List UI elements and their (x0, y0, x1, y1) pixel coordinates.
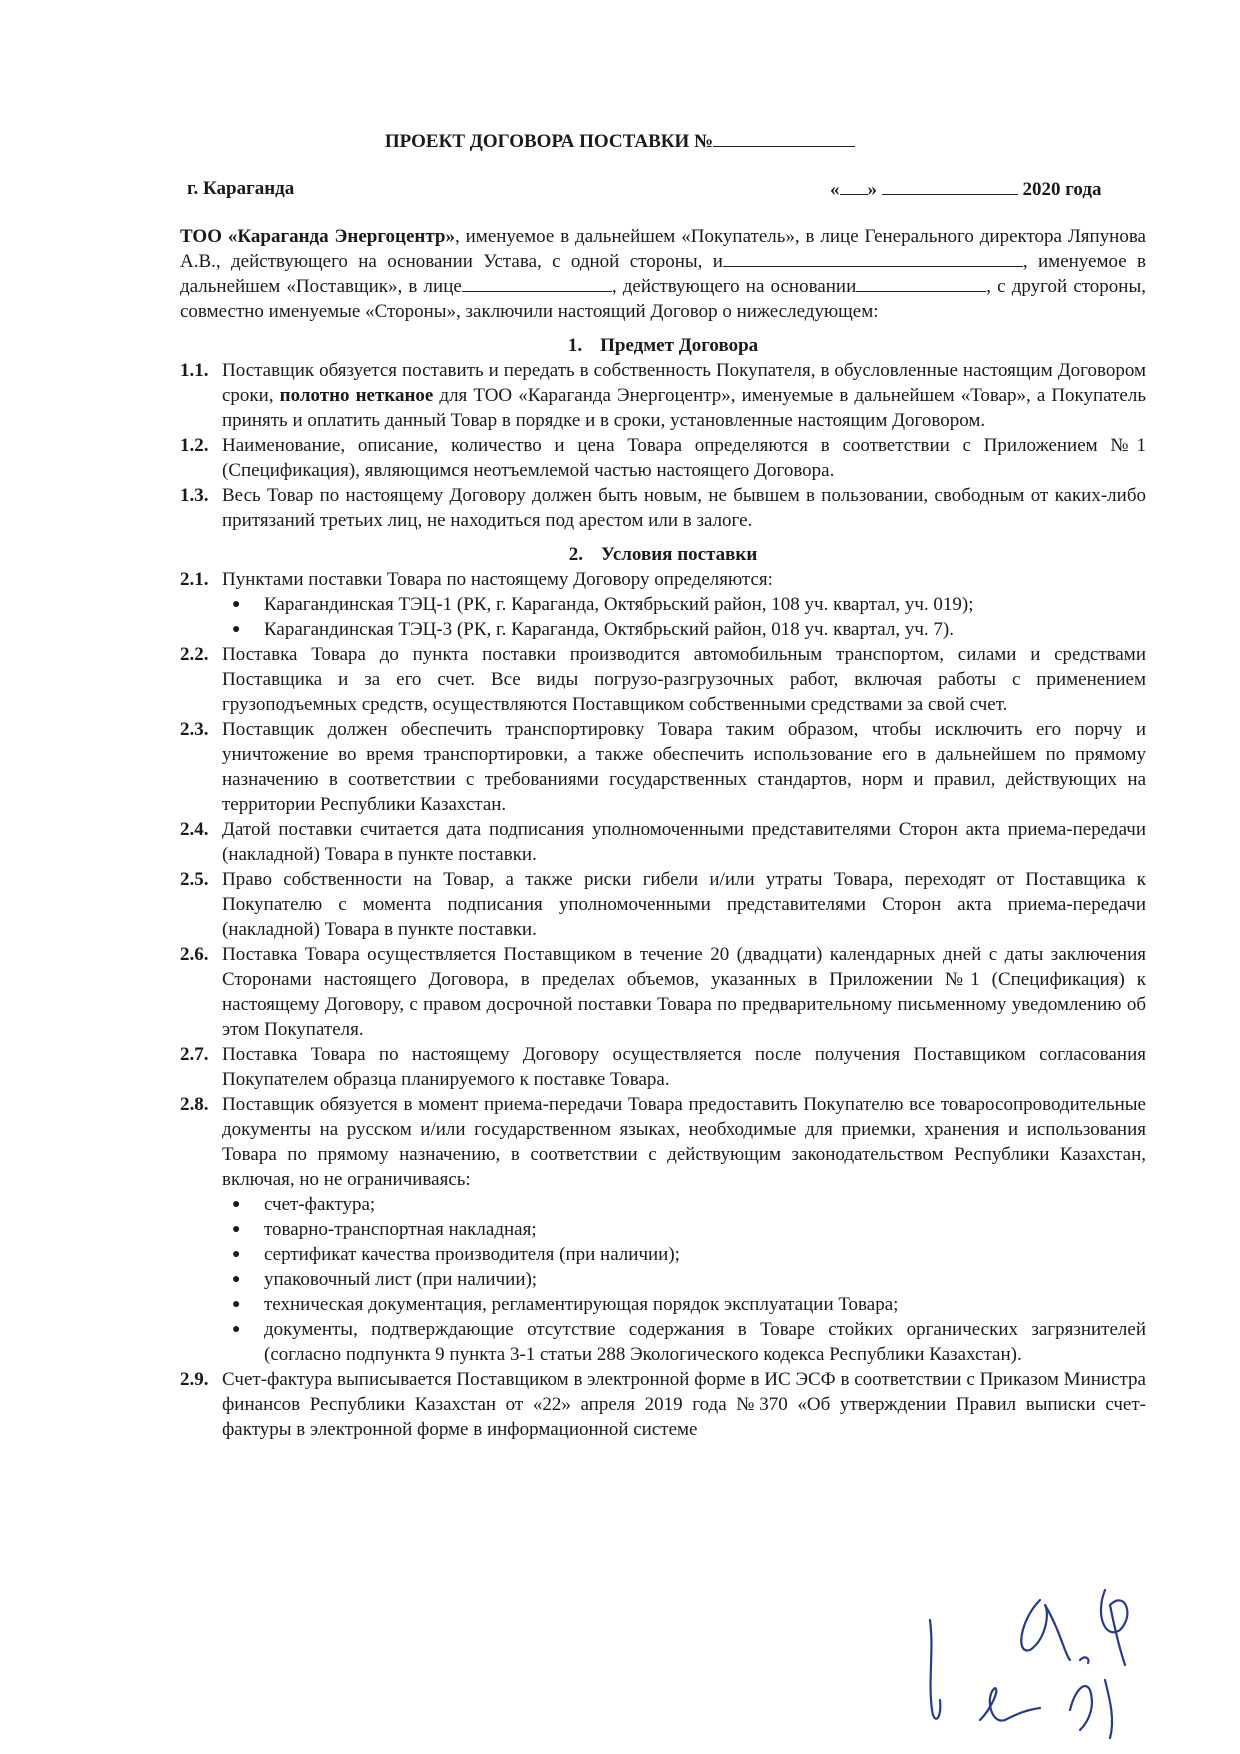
bullet-icon: ● (232, 1222, 241, 1237)
clause-1-3 (180, 483, 1146, 533)
clause-2-5 (180, 867, 1146, 942)
section-2-title: Условия поставки (600, 544, 758, 565)
document-item: документы, подтверждающие отсутствие содержания в Товаре стойких органических загрязнителей (согласно подпункта 9 пункта 3-1 статьи 288 Экологического кодекса Республики Казахстан). (264, 1319, 1146, 1365)
clause-text: Счет-фактура выписывается Поставщиком в электронной форме в ИС ЭСФ в соответствии с Приказом Министра финансов Республики Казахстан от «22» апреля 2019 года №370 «Об утверждении Правил выписки счет-фактуры в электронной форме в информационной системе (222, 1369, 1146, 1440)
clause-text: Весь Товар по настоящему Договору должен быть новым, не бывшем в пользовании, свободным от каких-либо притязаний третьих лиц, не находиться под арестом или в залоге. (222, 485, 1146, 531)
clause-number: 2.6. (180, 944, 209, 965)
bullet-icon: ● (232, 622, 241, 637)
clause-number: 2.7. (180, 1044, 209, 1065)
list-item (232, 592, 1146, 617)
day-blank (840, 176, 868, 195)
clause-number: 2.8. (180, 1094, 209, 1115)
buyer-company: ТОО «Караганда Энергоцентр» (180, 226, 455, 247)
clause-2-9 (180, 1367, 1146, 1442)
section-1-heading (180, 333, 1146, 358)
list-item (232, 1217, 1146, 1242)
clause-number: 2.4. (180, 819, 209, 840)
clause-text: Поставка Товара по настоящему Договору осуществляется после получения Поставщиком согласования Покупателем образца планируемого к поставке Товара. (222, 1044, 1146, 1090)
clause-2-7 (180, 1042, 1146, 1092)
document-item: товарно-транспортная накладная; (264, 1219, 537, 1240)
intro-paragraph (180, 224, 1146, 324)
list-item (232, 617, 1146, 642)
month-blank (882, 176, 1018, 195)
clause-number: 2.1. (180, 569, 209, 590)
clause-2-8 (180, 1092, 1146, 1192)
clause-text: Пунктами поставки Товара по настоящему Договору определяются: (222, 569, 773, 590)
bullet-icon: ● (232, 597, 241, 612)
bullet-icon: ● (232, 1322, 241, 1337)
documents-list (180, 1192, 1146, 1367)
document-body (180, 224, 1146, 1442)
clause-text: Поставка Товара осуществляется Поставщиком в течение 20 (двадцати) календарных дней с даты заключения Сторонами настоящего Договора, в пределах объемов, указанных в Приложении №1 (Спецификация) к настоящему Договору, с правом досрочной поставки Товара по предварительному письменному уведомлению об этом Покупателя. (222, 944, 1146, 1040)
date-year: 2020 года (1022, 179, 1102, 200)
clause-number: 1.2. (180, 435, 209, 456)
clause-2-1 (180, 567, 1146, 592)
clause-text: Поставщик обязуется в момент приема-передачи Товара предоставить Покупателю все товаросопроводительные документы на русском и/или государственном языках, необходимые для приемки, хранения и использования Товара по прямому назначению, в соответствии с действующим законодательством Республики Казахстан, включая, но не ограничиваясь: (222, 1094, 1146, 1190)
representative-blank (462, 274, 612, 292)
clause-number: 1.1. (180, 360, 209, 381)
basis-blank (856, 274, 986, 292)
intro-text-1: , именуемое в дальнейшем «Покупатель», в лице Генерального директора Ляпунова А.В., действующего на основании Устава, с одной стороны, и (180, 226, 1146, 272)
section-2-heading (180, 542, 1146, 567)
date-quote-close: » (867, 179, 877, 200)
section-1-title: Предмет Договора (600, 335, 759, 356)
intro-text-3: , действующего на основании (611, 276, 857, 297)
delivery-point: Карагандинская ТЭЦ-3 (РК, г. Караганда, Октябрьский район, 018 уч. квартал, уч. 7). (264, 619, 954, 640)
section-2-number: 2. (568, 544, 583, 565)
clause-number: 2.2. (180, 644, 209, 665)
document-item: техническая документация, регламентирующая порядок эксплуатации Товара; (264, 1294, 899, 1315)
clause-number: 1.3. (180, 485, 209, 506)
clause-text: Право собственности на Товар, а также риски гибели и/или утраты Товара, переходят от Поставщика к Покупателю с момента подписания уполномоченными представителями Сторон акта приема-передачи (накладной) Товара в пункте поставки. (222, 869, 1146, 940)
document-item: сертификат качества производителя (при наличии); (264, 1244, 680, 1265)
bullet-icon: ● (232, 1272, 241, 1287)
contract-number-blank (713, 128, 855, 147)
clause-number: 2.9. (180, 1369, 209, 1390)
clause-2-4 (180, 817, 1146, 867)
supplier-name-blank (723, 249, 1023, 267)
clause-number: 2.3. (180, 719, 209, 740)
handwritten-signature-icon (920, 1560, 1220, 1740)
clause-text: Поставщик должен обеспечить транспортировку Товара таким образом, чтобы исключить его порчу и уничтожение во время транспортировки, а также обеспечить использование его в дальнейшем по прямому назначению в соответствии с требованиями государственных стандартов, норм и правил, действующих на территории Республики Казахстан. (222, 719, 1146, 815)
clause-2-3 (180, 717, 1146, 817)
city: г. Караганда (187, 178, 295, 199)
clause-text-post: для ТОО «Караганда Энергоцентр», именуемые в дальнейшем «Товар», а Покупатель принять и оплатить данный Товар в порядке и в сроки, установленные настоящим Договором. (222, 385, 1146, 431)
section-1-number: 1. (567, 335, 583, 356)
document-item: счет-фактура; (264, 1194, 376, 1215)
list-item (232, 1317, 1146, 1367)
clause-1-1 (180, 358, 1146, 433)
bullet-icon: ● (232, 1247, 241, 1262)
clause-text: Поставка Товара до пункта поставки производится автомобильным транспортом, силами и средствами Поставщика и за его счет. Все виды погрузо-разгрузочных работ, включая работы с применением грузоподъемных средств, осуществляются Поставщиком собственными средствами за свой счет. (222, 644, 1146, 715)
clause-text-pre: Поставщик обязуется поставить и передать в собственность Покупателя, в обусловленные настоящим Договором сроки, (222, 360, 1146, 406)
document-title (0, 128, 1240, 154)
bullet-icon: ● (232, 1197, 241, 1212)
intro-text-4: , с другой стороны, совместно именуемые «Стороны», заключили настоящий Договор о нижеследующем: (180, 276, 1146, 322)
contract-date (830, 176, 1101, 202)
delivery-points-list (180, 592, 1146, 642)
delivery-point: Карагандинская ТЭЦ-1 (РК, г. Караганда, Октябрьский район, 108 уч. квартал, уч. 019); (264, 594, 974, 615)
bullet-icon: ● (232, 1297, 241, 1312)
list-item (232, 1192, 1146, 1217)
list-item (232, 1267, 1146, 1292)
clause-2-2 (180, 642, 1146, 717)
list-item (232, 1292, 1146, 1317)
clause-text: Датой поставки считается дата подписания уполномоченными представителями Сторон акта приема-передачи (накладной) Товара в пункте поставки. (222, 819, 1146, 865)
clause-1-2 (180, 433, 1146, 483)
clause-text: Наименование, описание, количество и цена Товара определяются в соответствии с Приложением №1 (Спецификация), являющимся неотъемлемой частью настоящего Договора. (222, 435, 1146, 481)
clause-number: 2.5. (180, 869, 209, 890)
title-text: ПРОЕКТ ДОГОВОРА ПОСТАВКИ № (384, 131, 714, 152)
list-item (232, 1242, 1146, 1267)
date-quote-open: « (830, 179, 840, 200)
intro-text-2: , именуемое в дальнейшем «Поставщик», в лице (180, 251, 1146, 297)
document-item: упаковочный лист (при наличии); (264, 1269, 538, 1290)
clause-2-6 (180, 942, 1146, 1042)
clause-text (222, 358, 1146, 433)
product-name: полотно нетканое (279, 385, 434, 406)
